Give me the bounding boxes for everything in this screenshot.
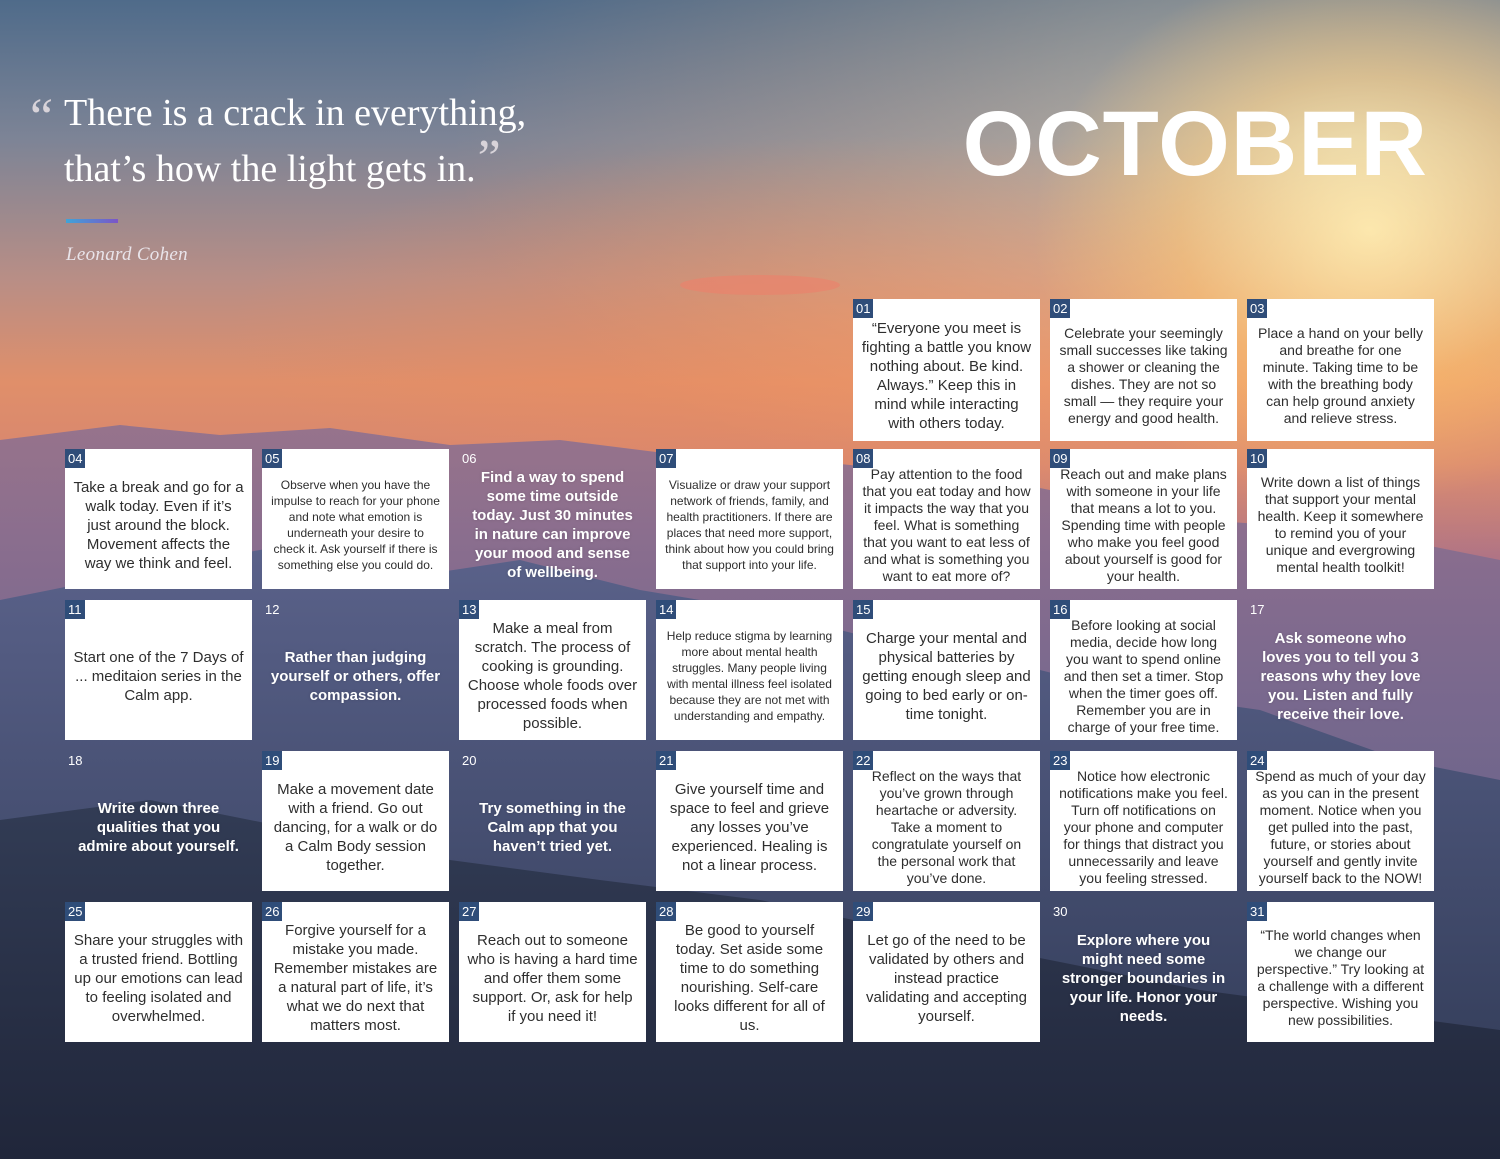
- day-text-content: Place a hand on your belly and breathe for one minute. Taking time to be with the breathing body can help ground anxiety and relieve stress.: [1258, 325, 1423, 426]
- day-number: 25: [65, 902, 85, 921]
- day-cell: [65, 902, 252, 1042]
- day-text-content: Ask someone who loves you to tell you 3 reasons why they love you. Listen and fully receive their love.: [1260, 629, 1421, 723]
- day-text: [1255, 918, 1426, 1038]
- day-cell: [1247, 299, 1434, 441]
- day-cell: [853, 751, 1040, 891]
- day-text: [1058, 315, 1229, 437]
- day-number: 09: [1050, 449, 1070, 468]
- day-text: [270, 767, 441, 887]
- day-text-content: Explore where you might need some stronger boundaries in your life. Honor your needs.: [1061, 931, 1226, 1025]
- day-number: 23: [1050, 751, 1070, 770]
- day-text: [1058, 918, 1229, 1038]
- day-text: [1058, 465, 1229, 585]
- day-text-content: Find a way to spend some time outside today. Just 30 minutes in nature can improve your mood and sense of wellbeing.: [472, 469, 633, 581]
- day-text-content: Reflect on the ways that you’ve grown through heartache or adversity. Take a moment to congratulate yourself on the personal work that you’ve done.: [871, 767, 1022, 886]
- day-text: [73, 616, 244, 736]
- day-text-content: Make a movement date with a friend. Go out dancing, for a walk or do a Calm Body session together.: [273, 780, 438, 874]
- day-number: 14: [656, 600, 676, 619]
- day-number: 20: [462, 753, 477, 768]
- day-text: [270, 918, 441, 1038]
- day-text: [270, 616, 441, 736]
- day-cell: [459, 600, 646, 740]
- day-cell: [459, 449, 646, 589]
- day-cell: [1247, 449, 1434, 589]
- day-text: [73, 465, 244, 585]
- day-cell: [262, 751, 449, 891]
- day-cell: [1050, 751, 1237, 891]
- day-text-content: Help reduce stigma by learning more about mental health struggles. Many people living with mental illness feel isolated because they are not met with understanding and empathy.: [666, 629, 833, 723]
- day-text-content: Let go of the need to be validated by others and instead practice validating and accepting yourself.: [866, 931, 1027, 1025]
- day-text: [664, 918, 835, 1038]
- day-number: 04: [65, 449, 85, 468]
- day-text: [664, 465, 835, 585]
- day-cell: [1247, 751, 1434, 891]
- day-number: 08: [853, 449, 873, 468]
- day-text: [467, 767, 638, 887]
- quote-author: Leonard Cohen: [66, 244, 188, 265]
- quote-divider: [66, 219, 118, 223]
- day-text-content: Notice how electronic notifications make you feel. Turn off notifications on your phone and computer for things that distract you unnecessarily and leave you feeling stressed.: [1059, 767, 1228, 886]
- day-text: [1255, 616, 1426, 736]
- day-cell: [262, 449, 449, 589]
- day-text: [467, 465, 638, 585]
- day-cell: [853, 902, 1040, 1042]
- month-title: OCTOBER: [962, 93, 1428, 195]
- day-text: [664, 767, 835, 887]
- day-cell: [1247, 902, 1434, 1042]
- day-cell: [1050, 600, 1237, 740]
- day-text-content: Make a meal from scratch. The process of cooking is grounding. Choose whole foods over processed foods when possible.: [467, 620, 638, 732]
- day-number: 13: [459, 600, 479, 619]
- day-number: 05: [262, 449, 282, 468]
- day-cell: [656, 902, 843, 1042]
- day-number: 28: [656, 902, 676, 921]
- day-number: 07: [656, 449, 676, 468]
- day-number: 31: [1247, 902, 1267, 921]
- quote-line-1: There is a crack in everything,: [64, 92, 527, 134]
- day-text: [664, 616, 835, 736]
- day-cell: [1050, 902, 1237, 1042]
- day-text: [73, 767, 244, 887]
- day-text-content: Pay attention to the food that you eat today and how it impacts the way that you feel. What is something that you want to eat less of and what is something you want to eat more of?: [862, 465, 1031, 584]
- day-number: 02: [1050, 299, 1070, 318]
- day-text: [467, 616, 638, 736]
- day-number: 17: [1250, 602, 1265, 617]
- day-cell: [853, 449, 1040, 589]
- day-number: 10: [1247, 449, 1267, 468]
- day-number: 11: [65, 600, 85, 619]
- day-text: [861, 616, 1032, 736]
- day-cell: [1050, 449, 1237, 589]
- day-text: [1058, 767, 1229, 887]
- day-text-content: Reach out and make plans with someone in your life that means a lot to you. Spending time with people who make you feel good about yourself is good for your health.: [1060, 465, 1227, 584]
- day-text-content: Rather than judging yourself or others, offer compassion.: [270, 648, 441, 704]
- day-text: [861, 767, 1032, 887]
- day-number: 29: [853, 902, 873, 921]
- day-text-content: Give yourself time and space to feel and grieve any losses you’ve experienced. Healing is not a linear process.: [669, 780, 830, 874]
- day-number: 22: [853, 751, 873, 770]
- day-number: 18: [68, 753, 83, 768]
- day-cell: [65, 600, 252, 740]
- day-cell: [1050, 299, 1237, 441]
- day-text-content: Write down a list of things that support your mental health. Keep it somewhere to remind you of your unique and evergrowing mental health toolkit!: [1257, 474, 1424, 575]
- day-number: 24: [1247, 751, 1267, 770]
- day-cell: [65, 449, 252, 589]
- day-text: [861, 918, 1032, 1038]
- day-number: 21: [656, 751, 676, 770]
- day-text: [1255, 767, 1426, 887]
- day-cell: [459, 902, 646, 1042]
- day-text: [861, 465, 1032, 585]
- day-cell: [459, 751, 646, 891]
- day-cell: [65, 751, 252, 891]
- day-cell: [262, 902, 449, 1042]
- day-text: [1058, 616, 1229, 736]
- day-text-content: Before looking at social media, decide how long you want to spend online and then set a timer. Stop when the timer goes off. Remember you are in charge of your free time.: [1063, 616, 1224, 735]
- quote-line-2: that’s how the light gets in.: [64, 148, 476, 190]
- day-number: 01: [853, 299, 873, 318]
- day-number: 15: [853, 600, 873, 619]
- day-text-content: Write down three qualities that you admire about yourself.: [78, 799, 239, 855]
- day-text: [467, 918, 638, 1038]
- day-text-content: Start one of the 7 Days of ... meditaion series in the Calm app.: [73, 648, 244, 704]
- day-text-content: Be good to yourself today. Set aside some time to do something nourishing. Self-care looks different for all of us.: [674, 922, 825, 1034]
- day-cell: [1247, 600, 1434, 740]
- day-number: 16: [1050, 600, 1070, 619]
- day-number: 19: [262, 751, 282, 770]
- open-quote-mark: “: [30, 89, 54, 146]
- day-text: [1255, 315, 1426, 437]
- day-text-content: Take a break and go for a walk today. Even if it’s just around the block. Movement affects the way we think and feel.: [73, 478, 244, 572]
- day-cell: [656, 600, 843, 740]
- day-text: [73, 918, 244, 1038]
- day-text-content: “Everyone you meet is fighting a battle you know nothing about. Be kind. Always.” Keep this in mind while interacting with others today.: [861, 320, 1032, 432]
- day-text-content: Charge your mental and physical batteries by getting enough sleep and going to bed early or on-time tonight.: [862, 629, 1031, 723]
- day-text-content: Reach out to someone who is having a hard time and offer them some support. Or, ask for help if you need it!: [467, 931, 638, 1025]
- day-cell: [656, 449, 843, 589]
- day-number: 03: [1247, 299, 1267, 318]
- day-text: [1255, 465, 1426, 585]
- day-cell: [853, 600, 1040, 740]
- day-text-content: “The world changes when we change our perspective.” Try looking at a challenge with a different perspective. Wishing you new possibilities.: [1256, 927, 1425, 1028]
- day-text-content: Try something in the Calm app that you haven’t tried yet.: [479, 799, 626, 855]
- quote-block: [30, 88, 630, 265]
- day-cell: [262, 600, 449, 740]
- day-cell: [656, 751, 843, 891]
- day-number: 26: [262, 902, 282, 921]
- quote-text: [30, 88, 630, 195]
- day-number: 30: [1053, 904, 1068, 919]
- day-text: [270, 465, 441, 585]
- close-quote-mark: ”: [477, 130, 501, 187]
- day-text-content: Share your struggles with a trusted friend. Bottling up our emotions can lead to feeling isolated and overwhelmed.: [73, 931, 244, 1025]
- day-number: 12: [265, 602, 280, 617]
- day-text: [861, 315, 1032, 437]
- day-number: 06: [462, 451, 477, 466]
- day-text-content: Celebrate your seemingly small successes like taking a shower or cleaning the dishes. They are not so small — they require your energy and good health.: [1059, 325, 1228, 426]
- day-text-content: Observe when you have the impulse to reach for your phone and note what emotion is underneath your desire to check it. Ask yourself if there is something else you could do.: [271, 478, 440, 572]
- day-text-content: Spend as much of your day as you can in the present moment. Notice when you get pulled into the past, future, or stories about yourself and gently invite yourself back to the NOW!: [1255, 767, 1426, 886]
- day-text-content: Visualize or draw your support network of friends, family, and health practitioners. If there are places that need more support, think about how you could bring that support into your life.: [665, 478, 834, 572]
- day-cell: [853, 299, 1040, 441]
- day-text-content: Forgive yourself for a mistake you made. Remember mistakes are a natural part of life, it’s what we do next that matters most.: [273, 922, 438, 1034]
- day-number: 27: [459, 902, 479, 921]
